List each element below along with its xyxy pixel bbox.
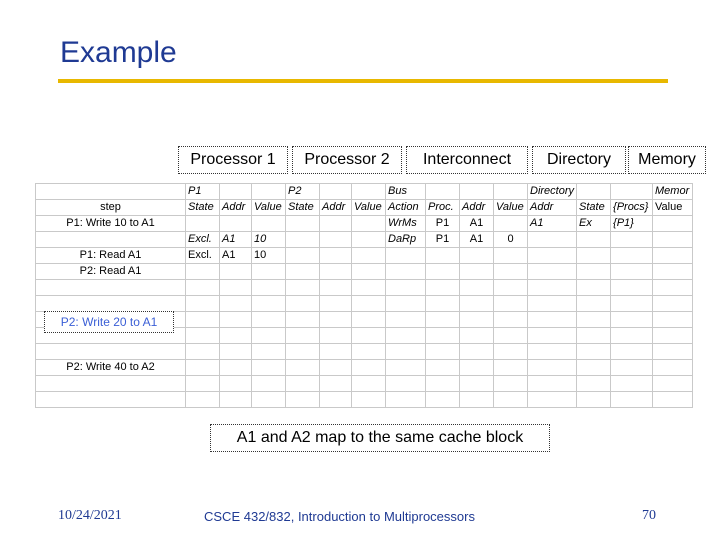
table-cell <box>320 216 352 232</box>
table-cell: A1 <box>220 232 252 248</box>
table-cell <box>252 344 286 360</box>
column-header-cell: State <box>577 200 611 216</box>
group-header-cell <box>494 184 528 200</box>
table-cell <box>426 264 460 280</box>
table-cell <box>286 248 320 264</box>
table-cell <box>286 360 320 376</box>
protocol-table <box>35 183 693 408</box>
table-cell: Excl. <box>186 248 220 264</box>
column-header-cell: Addr <box>460 200 494 216</box>
table-cell <box>286 392 320 408</box>
table-cell <box>352 216 386 232</box>
step-cell <box>36 344 186 360</box>
table-cell <box>528 312 577 328</box>
table-cell <box>386 360 426 376</box>
table-cell <box>186 360 220 376</box>
table-cell <box>460 280 494 296</box>
table-cell <box>352 344 386 360</box>
column-header-cell: Addr <box>220 200 252 216</box>
table-cell <box>460 344 494 360</box>
table-row <box>36 216 693 232</box>
table-cell <box>611 280 653 296</box>
table-cell <box>426 344 460 360</box>
table-cell <box>611 248 653 264</box>
table-cell <box>653 232 693 248</box>
table-cell <box>426 376 460 392</box>
table-cell <box>426 360 460 376</box>
table-cell: A1 <box>220 248 252 264</box>
table-cell <box>220 296 252 312</box>
header-interconnect: Interconnect <box>406 146 528 174</box>
table-cell <box>577 264 611 280</box>
table-cell <box>426 392 460 408</box>
group-header-cell <box>577 184 611 200</box>
table-cell <box>286 232 320 248</box>
group-header-cell <box>460 184 494 200</box>
footer-page-number: 70 <box>642 508 656 523</box>
column-header-cell: Value <box>653 200 693 216</box>
column-header-cell: Addr <box>320 200 352 216</box>
step-cell: P2: Write 40 to A2 <box>36 360 186 376</box>
table-cell <box>386 312 426 328</box>
step-cell: P2: Read A1 <box>36 264 186 280</box>
header-processor-2: Processor 2 <box>292 146 402 174</box>
table-row <box>36 264 693 280</box>
table-cell <box>352 248 386 264</box>
table-cell <box>352 264 386 280</box>
step-cell: P1: Write 10 to A1 <box>36 216 186 232</box>
table-cell <box>494 216 528 232</box>
table-cell <box>220 376 252 392</box>
table-cell <box>320 296 352 312</box>
table-cell <box>352 376 386 392</box>
table-cell <box>494 312 528 328</box>
table-cell <box>386 296 426 312</box>
table-cell <box>220 280 252 296</box>
group-header-row <box>36 184 693 200</box>
column-header-cell: step <box>36 200 186 216</box>
table-row <box>36 376 693 392</box>
table-cell <box>611 376 653 392</box>
table-cell <box>528 376 577 392</box>
table-cell <box>252 264 286 280</box>
table-cell <box>286 328 320 344</box>
table-cell <box>494 376 528 392</box>
table-row <box>36 392 693 408</box>
group-header-cell: Directory <box>528 184 577 200</box>
table-cell <box>528 280 577 296</box>
table-cell <box>494 264 528 280</box>
group-header-cell: P2 <box>286 184 320 200</box>
table-cell <box>653 296 693 312</box>
table-cell: P1 <box>426 232 460 248</box>
step-cell <box>36 296 186 312</box>
table-cell <box>528 296 577 312</box>
table-cell <box>220 392 252 408</box>
table-cell <box>352 392 386 408</box>
table-cell <box>577 296 611 312</box>
group-header-cell <box>252 184 286 200</box>
table-cell: 10 <box>252 248 286 264</box>
table-row <box>36 232 693 248</box>
table-cell <box>577 248 611 264</box>
table-cell <box>577 328 611 344</box>
table-cell <box>186 296 220 312</box>
title-underline <box>58 79 668 83</box>
column-header-cell: Value <box>494 200 528 216</box>
slide-title: Example <box>60 36 177 69</box>
table-cell <box>611 392 653 408</box>
table-cell: 0 <box>494 232 528 248</box>
table-cell <box>220 216 252 232</box>
table-cell <box>386 392 426 408</box>
table-cell <box>611 232 653 248</box>
table-cell <box>252 312 286 328</box>
table-cell <box>653 376 693 392</box>
footer-date: 10/24/2021 <box>58 508 122 523</box>
table-cell <box>494 360 528 376</box>
table-cell <box>320 392 352 408</box>
table-cell <box>528 344 577 360</box>
table-cell <box>460 248 494 264</box>
table-cell: {P1} <box>611 216 653 232</box>
table-cell <box>386 328 426 344</box>
table-cell <box>460 392 494 408</box>
table-cell <box>653 360 693 376</box>
table-cell <box>577 312 611 328</box>
table-cell <box>653 312 693 328</box>
table-cell <box>186 344 220 360</box>
table-cell <box>653 280 693 296</box>
group-header-cell <box>220 184 252 200</box>
table-cell <box>611 328 653 344</box>
table-cell <box>528 264 577 280</box>
table-cell <box>220 360 252 376</box>
step-cell <box>36 392 186 408</box>
table-cell: 10 <box>252 232 286 248</box>
table-cell <box>426 248 460 264</box>
highlighted-step: P2: Write 20 to A1 <box>44 311 174 333</box>
column-header-cell: State <box>286 200 320 216</box>
table-cell <box>577 360 611 376</box>
table-cell <box>528 232 577 248</box>
table-cell <box>386 344 426 360</box>
column-header-cell: Addr <box>528 200 577 216</box>
step-cell <box>36 280 186 296</box>
table-cell <box>653 392 693 408</box>
table-cell <box>653 216 693 232</box>
table-cell <box>186 264 220 280</box>
table-cell <box>220 328 252 344</box>
table-cell <box>252 376 286 392</box>
table-cell <box>186 328 220 344</box>
table-cell <box>252 360 286 376</box>
table-cell <box>352 328 386 344</box>
table-cell <box>220 312 252 328</box>
column-header-cell: State <box>186 200 220 216</box>
table-cell <box>528 360 577 376</box>
table-cell <box>286 344 320 360</box>
table-cell <box>286 312 320 328</box>
table-cell <box>653 328 693 344</box>
table-cell <box>460 312 494 328</box>
table-cell <box>528 248 577 264</box>
table-cell <box>320 280 352 296</box>
table-cell <box>386 248 426 264</box>
table-cell <box>186 280 220 296</box>
table-cell <box>494 296 528 312</box>
group-header-cell <box>320 184 352 200</box>
table-cell <box>186 312 220 328</box>
table-cell <box>320 264 352 280</box>
table-cell <box>286 280 320 296</box>
table-cell <box>320 360 352 376</box>
table-cell <box>252 216 286 232</box>
table-cell <box>460 328 494 344</box>
table-cell <box>320 376 352 392</box>
table-cell <box>352 360 386 376</box>
table-cell <box>577 344 611 360</box>
table-cell <box>653 264 693 280</box>
table-cell <box>286 376 320 392</box>
table-cell <box>426 280 460 296</box>
table-cell <box>286 216 320 232</box>
table-cell <box>494 248 528 264</box>
footer-course: CSCE 432/832, Introduction to Multiprocessors <box>204 509 475 524</box>
table-cell <box>36 184 186 200</box>
table-cell <box>320 344 352 360</box>
table-cell <box>460 376 494 392</box>
group-header-cell: P1 <box>186 184 220 200</box>
column-header-cell: Value <box>352 200 386 216</box>
table-cell <box>186 216 220 232</box>
table-cell <box>528 392 577 408</box>
table-cell <box>220 264 252 280</box>
table-row <box>36 296 693 312</box>
table-cell: A1 <box>460 232 494 248</box>
table-cell <box>653 248 693 264</box>
table-cell <box>220 344 252 360</box>
table-cell <box>528 328 577 344</box>
column-header-cell: {Procs} <box>611 200 653 216</box>
table-cell <box>577 392 611 408</box>
table-cell <box>252 296 286 312</box>
table-cell <box>611 360 653 376</box>
table-cell <box>252 392 286 408</box>
group-header-cell <box>352 184 386 200</box>
table-cell: Excl. <box>186 232 220 248</box>
table-cell <box>494 328 528 344</box>
table-cell <box>577 280 611 296</box>
table-cell: A1 <box>460 216 494 232</box>
header-memory: Memory <box>628 146 706 174</box>
column-header-row <box>36 200 693 216</box>
table-cell <box>320 328 352 344</box>
table-cell <box>352 280 386 296</box>
table-cell <box>494 280 528 296</box>
table-cell <box>320 232 352 248</box>
table-cell <box>460 360 494 376</box>
table-cell <box>494 344 528 360</box>
table-cell: Ex <box>577 216 611 232</box>
note-box: A1 and A2 map to the same cache block <box>210 424 550 452</box>
table-cell <box>352 232 386 248</box>
group-header-cell <box>611 184 653 200</box>
table-cell <box>653 344 693 360</box>
table-row <box>36 248 693 264</box>
table-cell <box>186 376 220 392</box>
step-cell <box>36 376 186 392</box>
column-header-cell: Proc. <box>426 200 460 216</box>
column-header-cell: Action <box>386 200 426 216</box>
step-cell: P1: Read A1 <box>36 248 186 264</box>
group-header-cell: Memor <box>653 184 693 200</box>
header-directory: Directory <box>532 146 626 174</box>
table-cell <box>252 280 286 296</box>
table-cell <box>611 264 653 280</box>
table-cell <box>460 296 494 312</box>
group-header-cell: Bus <box>386 184 426 200</box>
table-cell <box>352 296 386 312</box>
table-cell: P1 <box>426 216 460 232</box>
column-header-cell: Value <box>252 200 286 216</box>
table-cell <box>426 296 460 312</box>
table-cell <box>320 248 352 264</box>
table-cell <box>320 312 352 328</box>
table-cell: DaRp <box>386 232 426 248</box>
table-cell <box>386 280 426 296</box>
table-cell <box>286 264 320 280</box>
table-row <box>36 280 693 296</box>
table-cell: WrMs <box>386 216 426 232</box>
table-cell <box>426 312 460 328</box>
table-cell <box>426 328 460 344</box>
table-cell <box>386 264 426 280</box>
header-processor-1: Processor 1 <box>178 146 288 174</box>
table-cell <box>252 328 286 344</box>
table-cell <box>186 392 220 408</box>
table-cell <box>611 296 653 312</box>
table-cell <box>386 376 426 392</box>
table-row <box>36 344 693 360</box>
table-cell <box>611 312 653 328</box>
table-cell <box>611 344 653 360</box>
table-cell <box>494 392 528 408</box>
group-header-cell <box>426 184 460 200</box>
step-cell <box>36 232 186 248</box>
table-cell <box>460 264 494 280</box>
table-cell <box>352 312 386 328</box>
table-cell <box>577 376 611 392</box>
table-cell <box>577 232 611 248</box>
table-row <box>36 360 693 376</box>
table-cell <box>286 296 320 312</box>
table-cell: A1 <box>528 216 577 232</box>
